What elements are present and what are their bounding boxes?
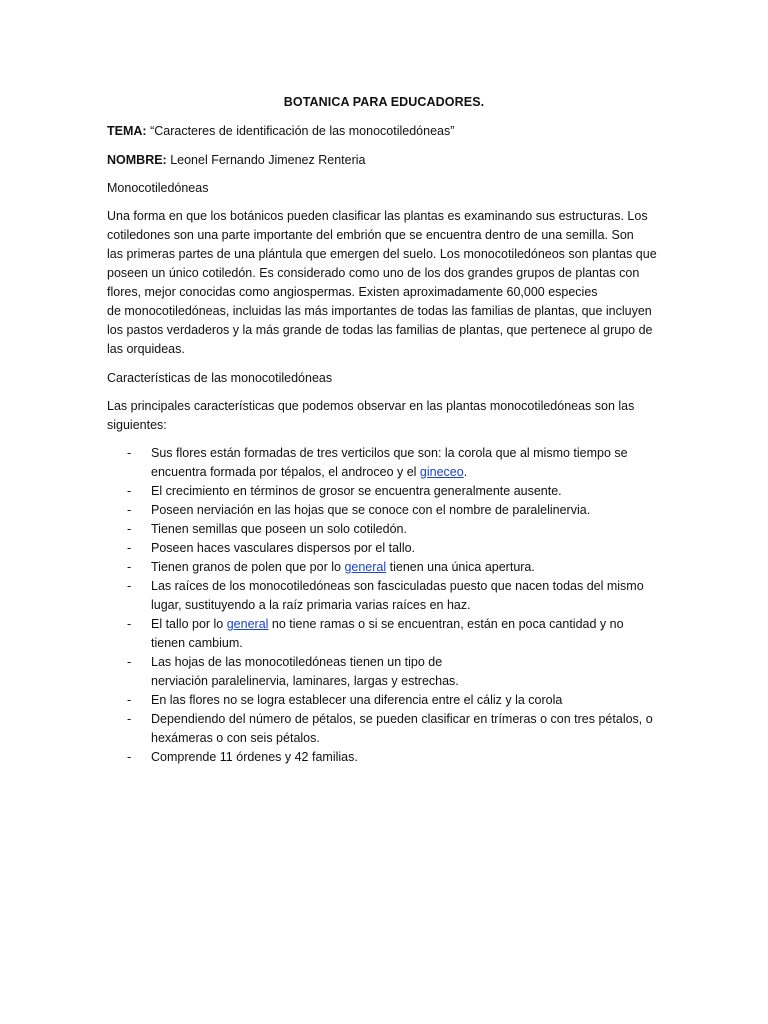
intro-paragraph [107, 207, 667, 359]
gineceo-link[interactable]: gineceo [419, 465, 464, 479]
list-item-text [151, 558, 667, 577]
list-item-text-continued: nerviación paralelinervia, laminares, largas y estrechas. [151, 674, 459, 688]
list-item-text-part: tienen una única apertura. [386, 560, 535, 574]
characteristics-list [127, 444, 667, 767]
list-item-text: Tienen semillas que poseen un solo cotiledón. [151, 522, 407, 536]
characteristics-intro-line: Las principales características que podemos observar en las plantas monocotiledóneas son las [107, 399, 635, 413]
list-item-text-part: El tallo por lo [151, 617, 227, 631]
list-item-text: Las raíces de los monocotiledóneas son fasciculadas puesto que nacen todas del mismo [151, 579, 644, 593]
list-item [127, 558, 667, 577]
list-item [127, 520, 667, 539]
nombre-label: NOMBRE: [107, 153, 167, 167]
list-dash: - [127, 560, 132, 574]
intro-line: las primeras partes de una plántula que emergen del suelo. Los monocotiledóneos son plantas que [107, 247, 657, 261]
list-item-text-part: no tiene ramas o si se encuentran, están en poca cantidad y no [268, 617, 624, 631]
list-item [127, 577, 667, 615]
list-item [127, 482, 667, 501]
list-item-text: Poseen haces vasculares dispersos por el tallo. [151, 541, 416, 555]
intro-line: las orquideas. [107, 342, 185, 356]
list-item-text: El crecimiento en términos de grosor se encuentra generalmente ausente. [151, 484, 562, 498]
list-item-text: Las hojas de las monocotiledóneas tienen un tipo de [151, 655, 443, 669]
characteristics-intro [107, 397, 667, 435]
tema-value: “Caracteres de identificación de las monocotiledóneas” [150, 124, 455, 138]
list-item-text: En las flores no se logra establecer una diferencia entre el cáliz y la corola [151, 693, 563, 707]
list-item-text [151, 615, 667, 634]
list-item [127, 710, 667, 748]
list-item-text-part: . [463, 465, 468, 479]
list-item-text: Comprende 11 órdenes y 42 familias. [151, 750, 358, 764]
list-item [127, 748, 667, 767]
list-dash: - [127, 693, 132, 707]
list-item [127, 444, 667, 482]
intro-line: Una forma en que los botánicos pueden clasificar las plantas es examinando sus estructuras. Los [107, 209, 648, 223]
general-link[interactable]: general [344, 560, 387, 574]
list-item-text-continued: hexámeras o con seis pétalos. [151, 731, 320, 745]
list-item-text-part: Tienen granos de polen que por lo [151, 560, 345, 574]
intro-line: cotiledones son una parte importante del embrión que se encuentra dentro de una semilla. Son [107, 228, 634, 242]
list-dash: - [127, 750, 132, 764]
intro-line: los pastos verdaderos y la más grande de todas las familias de plantas, que pertenece al grupo de [107, 323, 653, 337]
list-dash: - [127, 503, 132, 517]
list-item-text: Dependiendo del número de pétalos, se pueden clasificar en trímeras o con tres pétalos, o [151, 712, 653, 726]
section-heading-monocotiledoneas: Monocotiledóneas [107, 181, 209, 195]
intro-line: de monocotiledóneas, incluidas las más importantes de todas las familias de plantas, que incluyen [107, 304, 652, 318]
list-item [127, 539, 667, 558]
tema-label: TEMA: [107, 124, 147, 138]
general-link[interactable]: general [226, 617, 269, 631]
list-item-text-continued [151, 463, 667, 482]
tema-line [107, 122, 667, 141]
list-item [127, 615, 667, 653]
list-dash: - [127, 541, 132, 555]
list-dash: - [127, 617, 132, 631]
intro-line: poseen un único cotiledón. Es considerado como uno de los dos grandes grupos de plantas con [107, 266, 640, 280]
list-item [127, 691, 667, 710]
list-dash: - [127, 655, 132, 669]
intro-line: flores, mejor conocidas como angiospermas. Existen aproximadamente 60,000 especies [107, 285, 598, 299]
list-dash: - [127, 446, 132, 460]
list-item-text: Poseen nerviación en las hojas que se conoce con el nombre de paralelinervia. [151, 503, 591, 517]
list-item-text-part: encuentra formada por tépalos, el androceo y el [151, 465, 420, 479]
list-dash: - [127, 484, 132, 498]
nombre-value: Leonel Fernando Jimenez Renteria [170, 153, 366, 167]
section-heading-caracteristicas: Características de las monocotiledóneas [107, 371, 333, 385]
list-dash: - [127, 579, 132, 593]
characteristics-intro-line: siguientes: [107, 418, 167, 432]
list-item-text-continued: tienen cambium. [151, 636, 243, 650]
nombre-line [107, 151, 667, 170]
list-dash: - [127, 712, 132, 726]
list-item-text: Sus flores están formadas de tres verticilos que son: la corola que al mismo tiempo se [151, 446, 628, 460]
document-title: BOTANICA PARA EDUCADORES. [283, 95, 485, 109]
list-dash: - [127, 522, 132, 536]
list-item [127, 653, 667, 691]
list-item [127, 501, 667, 520]
list-item-text-continued: lugar, sustituyendo a la raíz primaria varias raíces en haz. [151, 598, 471, 612]
